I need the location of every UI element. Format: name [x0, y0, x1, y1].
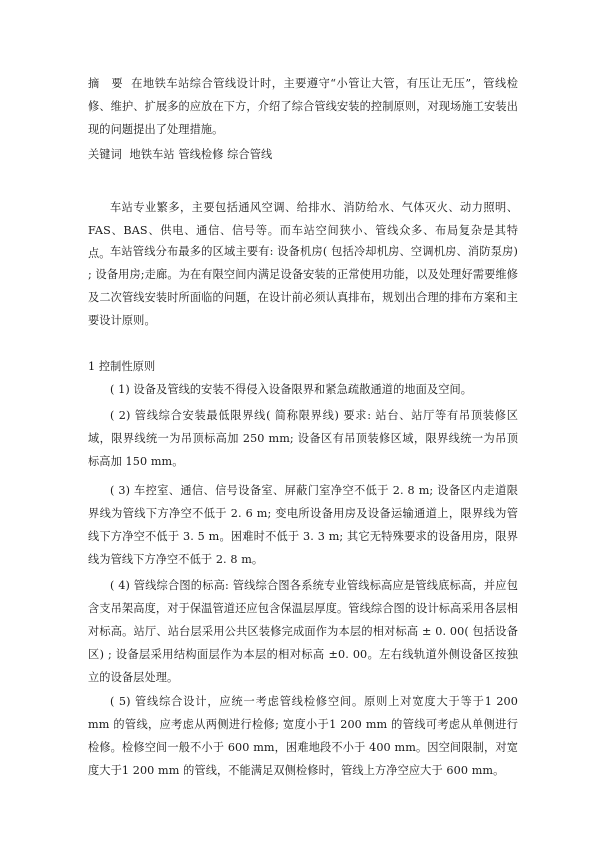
keywords-line	[88, 143, 518, 166]
keywords-text: 地铁车站 管线检修 综合管线	[129, 148, 273, 161]
abstract-paragraph	[88, 72, 518, 141]
intro-paragraph-2: 车站管线分布最多的区域主要有: 设备机房( 包括冷却机房、空调机房、消防泵房) ; 设备用房;走廊。为在有限空间内满足设备安装的正常使用功能，以及处理好需要维修及二次管线安装时所面临的问题，在设计前必须认真排布，规划出合理的排布方案和主要设计原则。	[88, 245, 518, 327]
principle-item-2: ( 2) 管线综合安装最低限界线( 简称限界线) 要求: 站台、站厅等有吊顶装修区域，限界线统一为吊顶标高加 250 mm; 设备区有吊顶装修区域，限界线统一为吊顶标高加 150 mm。	[88, 409, 518, 468]
intro-paragraph-1: 车站专业繁多，主要包括通风空调、给排水、消防给水、气体灭火、动力照明、FAS、BAS、供电、通信、信号等。而车站空间狭小、管线众多、布局复杂是其特点。	[88, 201, 518, 260]
abstract-label: 摘 要	[88, 77, 124, 90]
principle-item-4: ( 4) 管线综合图的标高: 管线综合图各系统专业管线标高应是管线底标高，并应包含支吊架高度，对于保温管道还应包含保温层厚度。管线综合图的设计标高采用各层相对标高。站厅、站台层采用公共区装修完成面作为本层的相对标高 ± 0. 00( 包括设备区) ; 设备层采用结构面层作为本层的相对标高 ±0. 00。左右线轨道外侧设备区按独立的设备层处理。	[88, 579, 518, 684]
section-heading: 1 控制性原则	[88, 360, 156, 373]
keywords-label: 关键词	[88, 148, 122, 161]
principle-item-3: ( 3) 车控室、通信、信号设备室、屏蔽门室净空不低于 2. 8 m; 设备区内走道限界线为管线下方净空不低于 2. 6 m; 变电所设备用房及设备运输通道上，限界线为管线下方净空不低于 3. 5 m。困难时不低于 3. 3 m; 其它无特殊要求的设备用房，限界线为管线下方净空不低于 2. 8 m。	[88, 484, 518, 566]
abstract-text: 在地铁车站综合管线设计时，主要遵守“小管让大管，有压让无压”，管线检修、维护、扩展多的应放在下方，介绍了综合管线安装的控制原则，对现场施工安装出现的问题提出了处理措施。	[88, 77, 519, 136]
principle-item-5: ( 5) 管线综合设计，应统一考虑管线检修空间。原则上对宽度大于等于1 200 mm 的管线，应考虑从两侧进行检修; 宽度小于1 200 mm 的管线可考虑从单侧进行检修。检修空间一般不小于 600 mm，困难地段不小于 400 mm。因空间限制，对宽度大于1 200 mm 的管线，不能满足双侧检修时，管线上方净空应大于 600 mm。	[88, 695, 518, 777]
principle-item-1: ( 1) 设备及管线的安装不得侵入设备限界和紧急疏散通道的地面及空间。	[110, 383, 473, 396]
